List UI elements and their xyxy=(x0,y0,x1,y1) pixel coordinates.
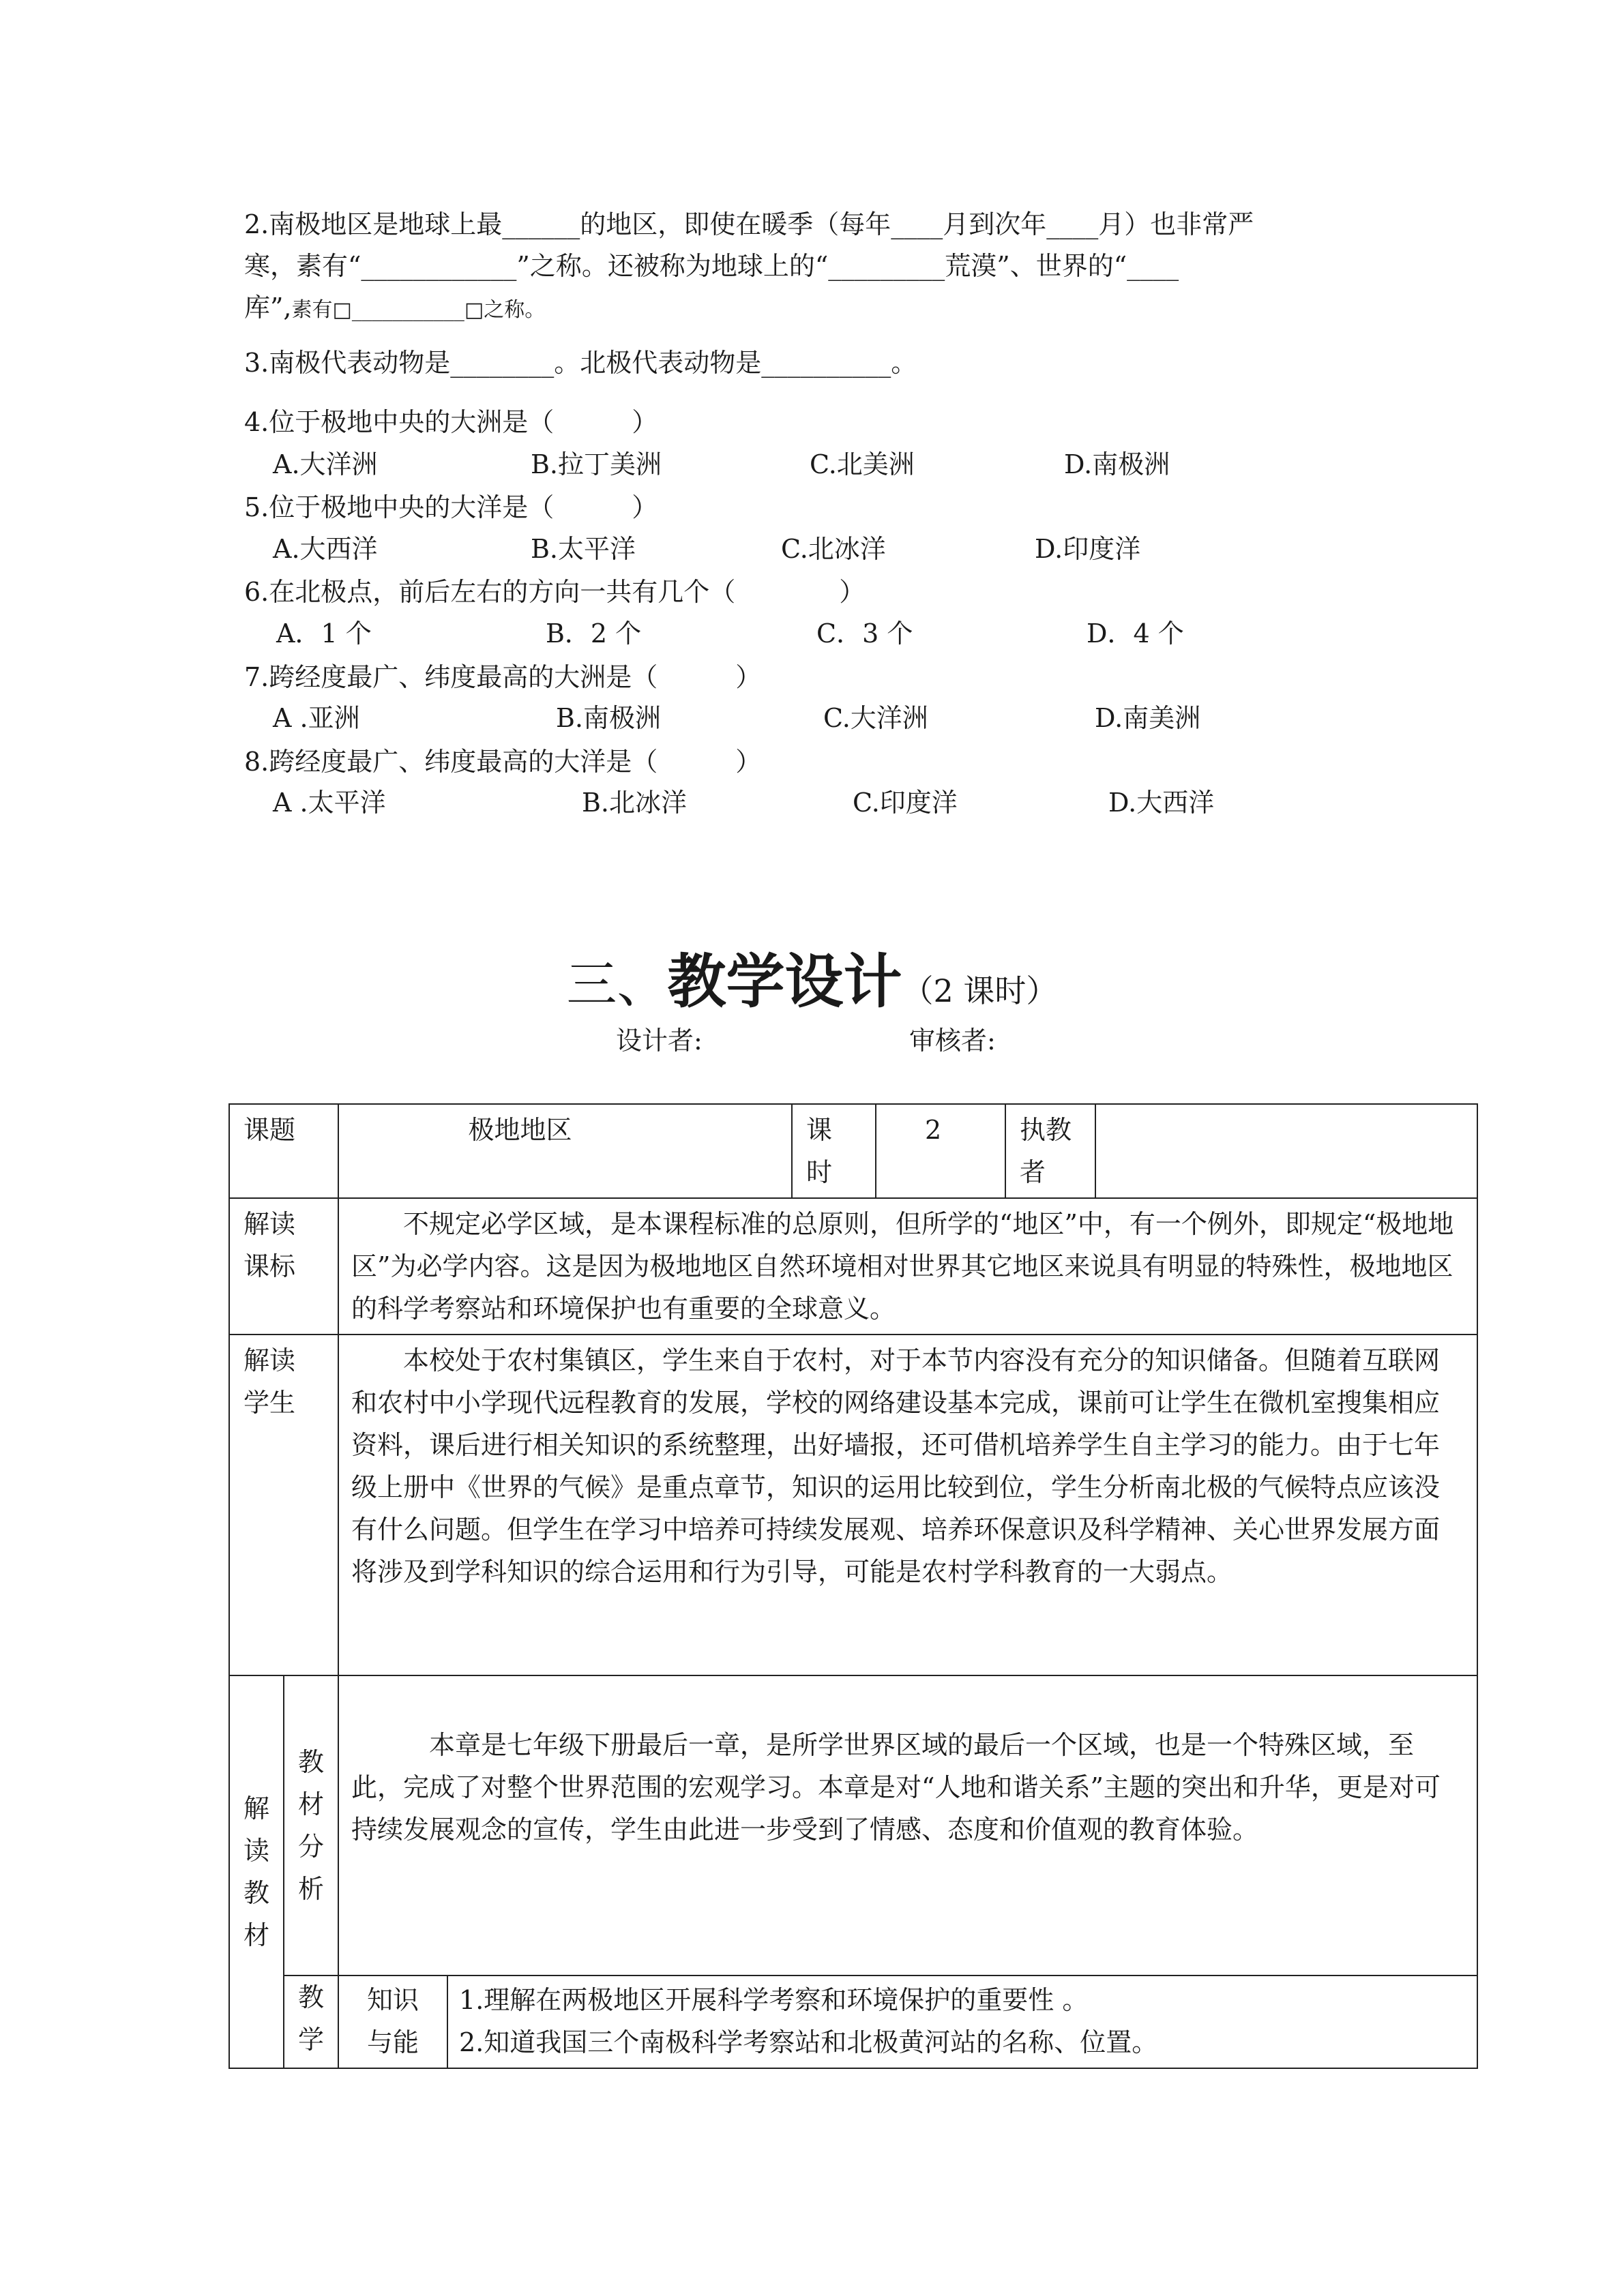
section-title-prefix: 三、 xyxy=(566,955,668,1014)
question-5-option-d: D.印度洋 xyxy=(1035,534,1141,564)
question-7-option-a: A .亚洲 xyxy=(273,703,360,733)
question-7-option-b: B.南极洲 xyxy=(556,703,662,733)
material-analysis-row xyxy=(229,1675,1477,1976)
teacher-value xyxy=(1095,1104,1477,1198)
hours-label-line-2: 时 xyxy=(806,1157,833,1187)
analysis-label-char-1: 教 xyxy=(298,1747,325,1777)
question-8-stem: 8.跨经度最广、纬度最高的大洋是（ ） xyxy=(244,747,762,777)
student-label-line-1: 解读 xyxy=(243,1345,296,1375)
teacher-label xyxy=(1005,1104,1095,1198)
question-6-option-c: C．3 个 xyxy=(816,618,913,648)
lesson-design-table xyxy=(228,1103,1454,2069)
question-4-option-a: A.大洋洲 xyxy=(273,449,378,479)
standard-label-line-2: 课标 xyxy=(243,1251,296,1281)
question-8-option-a: A .太平洋 xyxy=(273,788,386,818)
question-6-stem: 6.在北极点，前后左右的方向一共有几个（ ） xyxy=(244,577,866,607)
reviewer-label: 审核者: xyxy=(909,1026,996,1056)
topic-label: 课题 xyxy=(229,1104,338,1198)
goal-item: 1.理解在两极地区开展科学考察和环境保护的重要性 。 xyxy=(459,1985,1089,2015)
analysis-text: 本章是七年级下册最后一章，是所学世界区域的最后一个区域，也是一个特殊区域，至此，完成了对整个世界范围的宏观学习。本章是对“人地和谐关系”主题的突出和升华，更是对可持续发展观念的宣传，学生由此进一步受到了情感、态度和价值观的教育体验。 xyxy=(338,1675,1477,1976)
question-2-line-3-main: 库”, xyxy=(244,293,292,323)
material-label-char-1: 解 xyxy=(243,1793,269,1823)
standard-label-line-1: 解读 xyxy=(243,1209,296,1239)
analysis-label xyxy=(284,1675,338,1976)
standard-label xyxy=(229,1198,338,1335)
student-text: 本校处于农村集镇区，学生来自于农村，对于本节内容没有充分的知识储备。但随着互联网和农村中小学现代远程教育的发展，学校的网络建设基本完成，课前可让学生在微机室搜集相应资料，课后进行相关知识的系统整理，出好墙报，还可借机培养学生自主学习的能力。由于七年级上册中《世界的气候》是重点章节，知识的运用比较到位，学生分析南北极的气候特点应该没有什么问题。但学生在学习中培养可持续发展观、培养环保意识及科学精神、关心世界发展方面将涉及到学科知识的综合运用和行为引导，可能是农村学科教育的一大弱点。 xyxy=(338,1335,1477,1675)
goal-label xyxy=(284,1976,338,2068)
student-label xyxy=(229,1335,338,1675)
analysis-label-char-3: 分 xyxy=(298,1832,325,1862)
knowledge-label-line-2: 与能 xyxy=(367,2027,419,2057)
question-7-option-c: C.大洋洲 xyxy=(823,703,928,733)
question-5-stem: 5.位于极地中央的大洋是（ ） xyxy=(244,492,658,522)
teacher-label-line-1: 执教 xyxy=(1020,1115,1072,1145)
question-2-line-3 xyxy=(244,281,545,337)
section-title-subtitle: （2 课时） xyxy=(902,972,1058,1009)
question-5-option-b: B.太平洋 xyxy=(531,534,636,564)
hours-value: 2 xyxy=(876,1104,1005,1198)
material-label-char-3: 教 xyxy=(243,1878,269,1908)
question-4-option-b: B.拉丁美洲 xyxy=(531,449,662,479)
standard-row xyxy=(229,1198,1477,1335)
question-5-option-c: C.北冰洋 xyxy=(781,534,886,564)
question-7-option-d: D.南美洲 xyxy=(1095,703,1201,733)
question-4-option-c: C.北美洲 xyxy=(810,449,915,479)
student-label-line-2: 学生 xyxy=(243,1388,296,1418)
material-label-char-4: 材 xyxy=(243,1920,269,1950)
hours-label-line-1: 课 xyxy=(806,1115,833,1145)
knowledge-label-line-1: 知识 xyxy=(367,1985,419,2015)
question-3: 3.南极代表动物是________。北极代表动物是__________。 xyxy=(244,348,917,378)
question-4-stem: 4.位于极地中央的大洲是（ ） xyxy=(244,407,658,437)
standard-text: 不规定必学区域，是本课程标准的总原则，但所学的“地区”中，有一个例外，即规定“极地地区”为必学内容。这是因为极地地区自然环境相对世界其它地区来说具有明显的特殊性，极地地区的科学考察站和环境保护也有重要的全球意义。 xyxy=(338,1198,1477,1335)
material-label-char-2: 读 xyxy=(243,1836,269,1866)
question-2-line-2: 寒，素有“____________”之称。还被称为地球上的“_________荒漠”、世界的“____ xyxy=(244,251,1179,281)
question-6-option-d: D．4 个 xyxy=(1087,618,1184,648)
topic-value: 极地地区 xyxy=(338,1104,792,1198)
question-8-option-d: D.大西洋 xyxy=(1108,788,1215,818)
question-4-option-d: D.南极洲 xyxy=(1064,449,1170,479)
knowledge-label xyxy=(338,1976,447,2068)
analysis-label-char-4: 析 xyxy=(298,1874,325,1904)
goal-items xyxy=(447,1976,1477,2068)
student-row xyxy=(229,1335,1477,1675)
question-5-option-a: A.大西洋 xyxy=(273,534,378,564)
hours-label xyxy=(792,1104,876,1198)
goal-item: 2.知道我国三个南极科学考察站和北极黄河站的名称、位置。 xyxy=(459,2027,1158,2057)
teacher-label-line-2: 者 xyxy=(1020,1157,1046,1187)
analysis-label-char-2: 材 xyxy=(298,1789,325,1819)
goals-row xyxy=(229,1976,1477,2068)
goal-label-char-1: 教 xyxy=(298,1982,325,2012)
question-2-line-1: 2.南极地区是地球上最______的地区，即使在暖季（每年____月到次年____月）也非常严 xyxy=(244,209,1254,239)
topic-row xyxy=(229,1104,1477,1198)
designer-label: 设计者: xyxy=(616,1026,703,1056)
goal-label-char-2: 学 xyxy=(298,2025,325,2055)
question-8-option-b: B.北冰洋 xyxy=(582,788,688,818)
question-2-line-3-small: 素有□___________□之称。 xyxy=(291,298,546,322)
question-8-option-c: C.印度洋 xyxy=(853,788,958,818)
question-7-stem: 7.跨经度最广、纬度最高的大洲是（ ） xyxy=(244,662,762,692)
question-6-option-b: B．2 个 xyxy=(546,618,642,648)
section-title xyxy=(0,934,1624,1019)
question-6-option-a: A．1 个 xyxy=(276,618,372,648)
section-title-main: 教学设计 xyxy=(667,948,902,1016)
material-label xyxy=(229,1675,284,2068)
